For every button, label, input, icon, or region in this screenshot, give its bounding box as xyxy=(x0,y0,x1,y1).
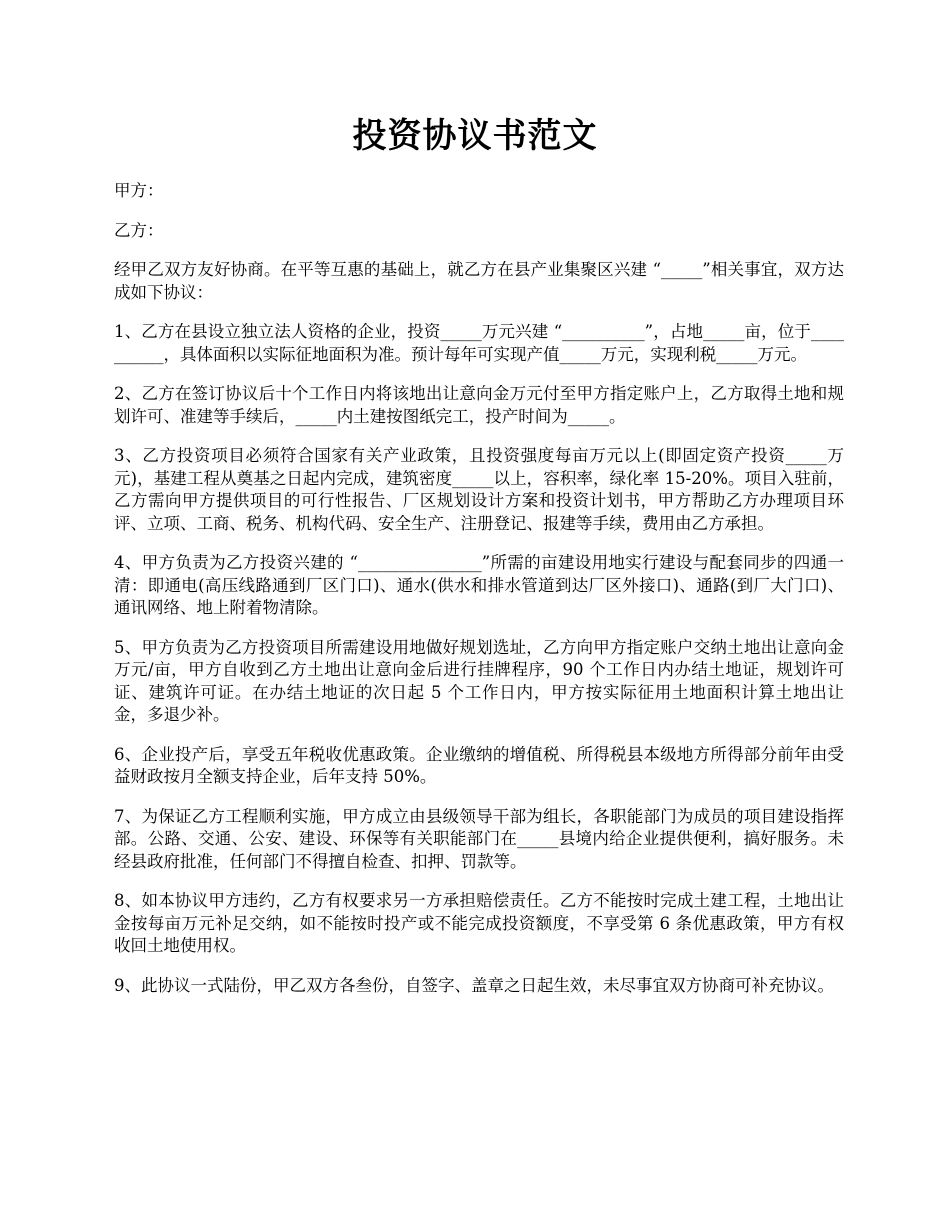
document-body xyxy=(114,180,844,1014)
clause-6: 6、企业投产后，享受五年税收优惠政策。企业缴纳的增值税、所得税县本级地方所得部分前年由受益财政按月全额支持企业，后年支持 50%。 xyxy=(114,744,844,786)
clause-1: 1、乙方在县设立独立法人资格的企业，投资_____万元兴建 “__________”，占地_____亩，位于__________，具体面积以实际征地面积为准。预计每年可实现产值_____万元，实现利税_____万元。 xyxy=(114,322,844,364)
clause-3: 3、乙方投资项目必须符合国家有关产业政策，且投资强度每亩万元以上(即固定资产投资_____万元)，基建工程从奠基之日起内完成，建筑密度_____以上，容积率，绿化率 15-20%。项目入驻前，乙方需向甲方提供项目的可行性报告、厂区规划设计方案和投资计划书，甲方帮助乙方办理项目环评、立项、工商、税务、机构代码、安全生产、注册登记、报建等手续，费用由乙方承担。 xyxy=(114,446,844,533)
clause-7: 7、为保证乙方工程顺利实施，甲方成立由县级领导干部为组长，各职能部门为成员的项目建设指挥部。公路、交通、公安、建设、环保等有关职能部门在_____县境内给企业提供便利，搞好服务。未经县政府批准，任何部门不得擅自检查、扣押、罚款等。 xyxy=(114,806,844,871)
clause-9: 9、此协议一式陆份，甲乙双方各叁份，自签字、盖章之日起生效，未尽事宜双方协商可补充协议。 xyxy=(114,975,834,995)
clause-8: 8、如本协议甲方违约，乙方有权要求另一方承担赔偿责任。乙方不能按时完成土建工程，土地出让金按每亩万元补足交纳，如不能按时投产或不能完成投资额度，不享受第 6 条优惠政策，甲方有权收回土地使用权。 xyxy=(114,891,844,955)
party-b-line: 乙方： xyxy=(114,220,164,240)
party-a-line: 甲方： xyxy=(114,181,164,200)
clause-2: 2、乙方在签订协议后十个工作日内将该地出让意向金万元付至甲方指定账户上，乙方取得土地和规划许可、准建等手续后，_____内土建按图纸完工，投产时间为_____。 xyxy=(114,384,844,426)
document-title: 投资协议书范文 xyxy=(352,116,598,156)
clause-4: 4、甲方负责为乙方投资兴建的 “_______________”所需的亩建设用地实行建设与配套同步的四通一清：即通电(高压线路通到厂区门口)、通水(供水和排水管道到达厂区外接口)、通路(到厂大门口)、通讯网络、地上附着物清除。 xyxy=(114,553,844,617)
intro-paragraph: 经甲乙双方友好协商。在平等互惠的基础上，就乙方在县产业集聚区兴建 “_____”相关事宜，双方达成如下协议： xyxy=(114,260,844,302)
clause-5: 5、甲方负责为乙方投资项目所需建设用地做好规划选址，乙方向甲方指定账户交纳土地出让意向金万元/亩，甲方自收到乙方土地出让意向金后进行挂牌程序，90 个工作日内办结土地证，规划许可证、建筑许可证。在办结土地证的次日起 5 个工作日内，甲方按实际征用土地面积计算土地出让金，多退少补。 xyxy=(114,637,844,724)
